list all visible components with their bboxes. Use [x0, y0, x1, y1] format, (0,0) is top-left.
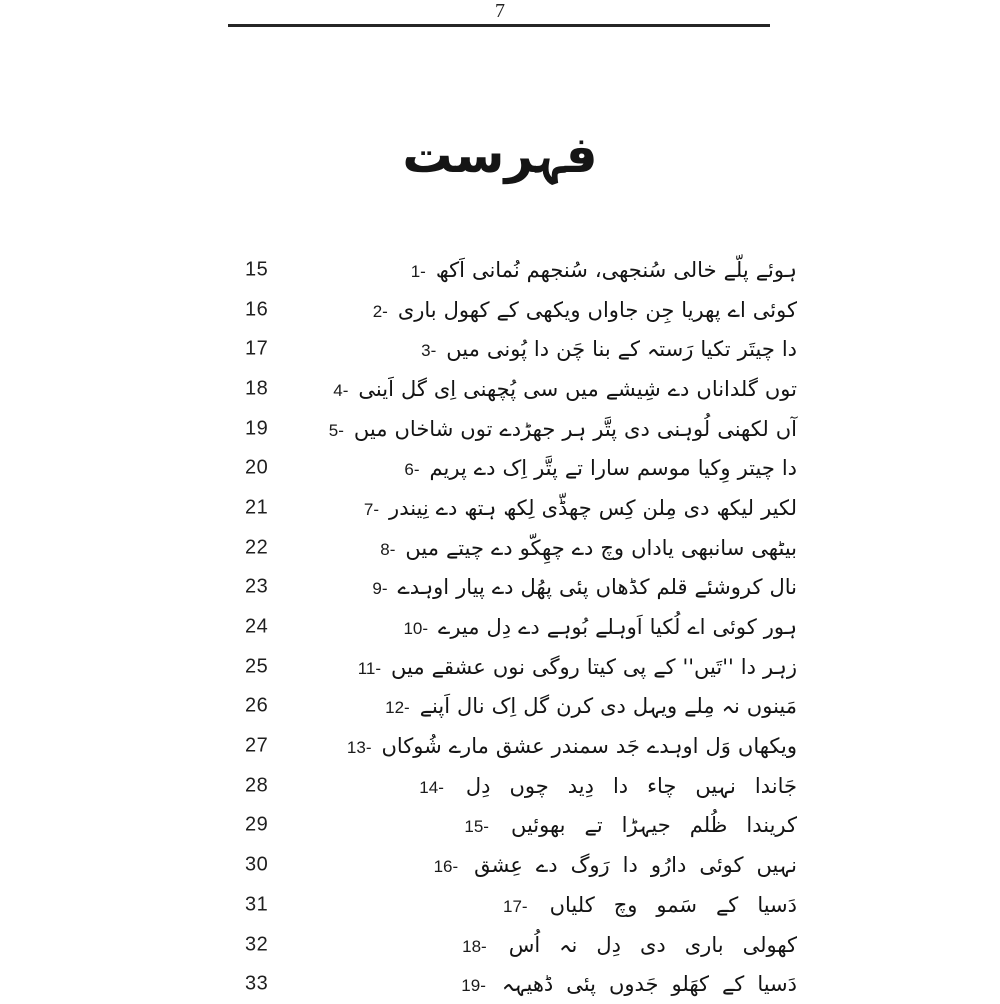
toc-entry-word: جَد: [615, 734, 640, 759]
toc-entry-word: تے: [584, 813, 603, 838]
toc-entry-word: لِکھ: [503, 495, 535, 520]
toc-entry-number: 16-: [433, 857, 459, 877]
toc-page-number: 28: [245, 774, 269, 797]
toc-entry-word: دا: [612, 773, 629, 798]
toc-entry-word: سُنجھم: [526, 257, 588, 282]
toc-entry-word: دے: [571, 535, 594, 560]
toc-entry-word: پتَّر: [534, 456, 558, 481]
toc-entry-word: جیہڑا: [621, 813, 671, 838]
toc-entry-line: [347, 734, 797, 758]
toc-entry-word: جھڑدے: [499, 416, 556, 441]
toc-entry-word: ''تَیں'': [682, 654, 734, 679]
toc-entry-word: باری: [397, 297, 437, 322]
toc-entry-word: اے: [687, 615, 706, 640]
toc-entry-line: [373, 298, 797, 322]
toc-entry-word: دے: [435, 495, 458, 520]
toc-entry-word: گل: [523, 694, 550, 719]
toc-entry-number: 19-: [461, 976, 486, 996]
toc-entry-word: پھریا: [681, 297, 721, 322]
toc-entry-word: سمندر: [551, 734, 609, 759]
toc-entry-line: [461, 972, 797, 996]
toc-row: [0, 806, 1000, 846]
toc-entry-word: اے: [727, 297, 746, 322]
table-of-contents: [0, 250, 1000, 1004]
toc-entry-word: میرے: [438, 615, 480, 640]
toc-entry-line: [329, 417, 797, 441]
toc-entry-word: میں: [565, 376, 599, 401]
toc-entry-word: بُوہے: [546, 615, 589, 640]
toc-row: [0, 845, 1000, 885]
toc-entry-word: دے: [667, 376, 690, 401]
toc-entry-word: رَوگ: [570, 853, 610, 878]
toc-entry-word: اُس: [508, 932, 541, 957]
toc-entry-line: [364, 496, 797, 520]
toc-entry-word: ہوئے: [755, 257, 797, 282]
toc-row: [0, 766, 1000, 806]
toc-entry-word: کے: [617, 337, 640, 362]
toc-entry-word: دے: [491, 575, 514, 600]
toc-entry-word: اوہدے: [646, 734, 699, 759]
toc-row: [0, 329, 1000, 369]
toc-entry-word: دَسیا: [757, 892, 797, 917]
toc-entry-word: دے: [473, 456, 496, 481]
toc-entry-word: اوہدے: [397, 575, 450, 600]
toc-entry-word: نہیں: [756, 853, 797, 878]
toc-entry-word: بھوئیں: [510, 813, 566, 838]
toc-entry-word: پی: [622, 654, 647, 679]
toc-entry-word: دی: [639, 932, 666, 957]
toc-entry-word: دا: [622, 853, 638, 878]
toc-entry-word: جاواں: [587, 297, 639, 322]
toc-entry-word: عشق: [495, 734, 545, 759]
toc-entry-word: چیتے: [445, 535, 484, 560]
toc-entry-word: کے: [722, 972, 745, 997]
toc-entry-word: کرن: [556, 694, 594, 719]
toc-entry-line: [380, 536, 797, 560]
toc-entry-word: کھولی: [742, 932, 797, 957]
toc-entry-word: سی: [523, 376, 559, 401]
toc-entry-number: 18-: [462, 936, 487, 956]
toc-entry-line: [462, 933, 797, 957]
toc-entry-word: عشقے: [431, 654, 486, 679]
toc-entry-number: 9-: [372, 579, 388, 599]
toc-entry-word: نہ: [559, 932, 578, 957]
toc-entry-line: [385, 694, 797, 718]
toc-entry-word: کیتا: [586, 654, 616, 679]
toc-entry-word: موسم: [637, 456, 691, 481]
toc-page-number: 33: [245, 972, 269, 995]
toc-entry-word: دِل: [596, 932, 621, 957]
toc-entry-word: نِیندر: [389, 495, 429, 520]
toc-entry-word: دا: [740, 654, 756, 679]
toc-entry-word: بیٹھی: [751, 535, 797, 560]
toc-entry-word: پلّے: [723, 257, 749, 282]
toc-entry-word: دا: [781, 456, 797, 481]
toc-entry-word: دِید: [567, 773, 594, 798]
toc-entry-word: پئی: [558, 575, 589, 600]
toc-entry-word: کروشئے: [694, 575, 763, 600]
toc-row: [0, 250, 1000, 290]
toc-entry-word: کوئی: [752, 297, 797, 322]
toc-entry-number: 8-: [380, 539, 396, 559]
toc-entry-word: دی: [624, 416, 650, 441]
toc-entry-word: دا: [533, 337, 550, 362]
toc-page-number: 20: [245, 456, 269, 479]
toc-entry-word: کھَلو: [671, 972, 709, 997]
toc-row: [0, 925, 1000, 965]
toc-entry-line: [419, 774, 797, 798]
toc-entry-word: نہ: [721, 694, 740, 719]
toc-entry-word: دارُو: [650, 853, 687, 878]
toc-page-number: 17: [245, 337, 269, 360]
toc-entry-number: 3-: [421, 341, 437, 361]
toc-entry-word: سارا: [590, 456, 631, 481]
toc-entry-word: شاخاں: [394, 416, 454, 441]
toc-entry-word: ویہل: [632, 694, 678, 719]
toc-row: [0, 290, 1000, 330]
toc-entry-number: 10-: [403, 619, 429, 639]
toc-entry-number: 7-: [363, 499, 380, 519]
toc-entry-word: چیتَر: [737, 337, 775, 362]
toc-entry-word: اِی: [433, 376, 457, 401]
toc-entry-word: ظُلم: [689, 813, 728, 838]
toc-entry-word: وِکیا: [697, 456, 731, 481]
toc-entry-word: پھُل: [520, 575, 552, 600]
toc-entry-word: لکیر: [761, 495, 797, 520]
toc-entry-word: قلم: [656, 575, 688, 600]
toc-entry-word: اَینی: [358, 376, 394, 401]
toc-entry-word: وَل: [705, 734, 731, 759]
toc-entry-word: پُونی: [486, 337, 527, 362]
toc-entry-word: وچ: [613, 892, 638, 917]
toc-entry-word: اِک: [502, 456, 528, 481]
toc-entry-number: 11-: [357, 658, 382, 678]
toc-entry-word: کِس: [598, 495, 636, 520]
toc-entry-word: مارے: [448, 734, 489, 759]
toc-entry-word: پئی: [566, 972, 596, 997]
toc-entry-word: دی: [683, 495, 710, 520]
toc-entry-number: 1-: [410, 261, 426, 281]
toc-entry-word: خالی: [673, 257, 717, 282]
toc-entry-line: [358, 655, 797, 679]
toc-entry-word: پُچھنی: [463, 376, 517, 401]
toc-entry-word: چھِکّو: [519, 535, 565, 560]
toc-entry-word: کے: [496, 297, 519, 322]
toc-entry-word: ڈھیہہ: [501, 972, 554, 997]
toc-entry-word: دے: [535, 853, 558, 878]
toc-entry-word: لُوہنی: [656, 416, 711, 441]
toc-entry-word: تے: [564, 456, 584, 481]
toc-page-number: 32: [245, 933, 269, 956]
toc-page-number: 30: [245, 853, 269, 876]
toc-entry-word: توں: [460, 416, 493, 441]
toc-entry-number: 4-: [333, 380, 349, 400]
toc-entry-word: ویکھاں: [737, 734, 797, 759]
toc-entry-word: نہیں: [695, 773, 736, 798]
toc-entry-word: اِک: [491, 694, 517, 719]
toc-entry-word: میں: [446, 337, 480, 362]
toc-page-number: 15: [245, 258, 269, 281]
toc-entry-word: ہر: [562, 416, 587, 441]
toc-entry-word: کھول: [443, 297, 490, 322]
toc-entry-word: بنا: [592, 337, 611, 362]
toc-page-number: 29: [245, 813, 269, 836]
toc-row: [0, 885, 1000, 925]
toc-entry-word: یاداں: [631, 535, 674, 560]
toc-entry-word: نال: [457, 694, 485, 719]
toc-page-number: 18: [245, 377, 269, 400]
header-rule: [228, 24, 770, 27]
toc-entry-word: نُمانی: [471, 257, 520, 282]
toc-entry-word: سَمو: [656, 892, 697, 917]
toc-row: [0, 726, 1000, 766]
toc-entry-word: کوئی: [699, 853, 744, 878]
toc-entry-line: [434, 853, 797, 877]
toc-row: [0, 369, 1000, 409]
toc-entry-word: وچ: [600, 535, 625, 560]
toc-page-number: 31: [245, 893, 269, 916]
toc-entry-word: اَپنے: [419, 694, 451, 719]
toc-page-number: 27: [245, 734, 269, 757]
toc-entry-word: دا: [781, 337, 797, 362]
toc-entry-word: کلیاں: [549, 892, 595, 917]
toc-entry-word: میں: [391, 654, 425, 679]
toc-entry-word: چوں: [509, 773, 549, 798]
toc-entry-word: جِن: [645, 297, 675, 322]
toc-entry-word: تکیا: [700, 337, 731, 362]
toc-entry-word: نوں: [492, 654, 525, 679]
toc-entry-word: کوئی: [712, 615, 757, 640]
toc-entry-line: [404, 456, 797, 480]
toc-entry-line: [333, 377, 797, 401]
toc-entry-number: 14-: [419, 777, 444, 797]
toc-page-number: 16: [245, 298, 269, 321]
toc-page-number: 25: [245, 655, 269, 678]
toc-entry-word: سُنجھی،: [594, 257, 667, 282]
toc-entry-word: پریم: [429, 456, 467, 481]
toc-entry-number: 13-: [346, 738, 372, 758]
toc-entry-number: 5-: [328, 420, 344, 440]
toc-entry-word: کے: [716, 892, 739, 917]
toc-entry-word: شِیشے: [605, 376, 661, 401]
toc-entry-word: زہر: [762, 654, 797, 679]
toc-entry-line: [464, 813, 797, 837]
toc-row: [0, 687, 1000, 727]
toc-entry-word: گلداناں: [696, 376, 758, 401]
toc-entry-word: کے: [653, 654, 676, 679]
toc-row: [0, 568, 1000, 608]
toc-entry-word: رَستہ: [646, 337, 694, 362]
toc-entry-word: دَسیا: [757, 972, 797, 997]
toc-entry-word: میں: [405, 535, 439, 560]
toc-entry-word: اَکھ: [435, 257, 465, 282]
toc-entry-word: جَدوں: [608, 972, 659, 997]
toc-page-number: 22: [245, 536, 269, 559]
toc-entry-number: 17-: [503, 896, 528, 916]
toc-entry-word: دِل: [486, 615, 512, 640]
toc-row: [0, 964, 1000, 1004]
toc-entry-line: [411, 258, 797, 282]
toc-entry-word: ہتھ: [464, 495, 497, 520]
toc-entry-line: [503, 893, 797, 917]
toc-entry-word: دی: [600, 694, 626, 719]
toc-entry-word: دے: [490, 535, 513, 560]
toc-entry-word: شُوکاں: [381, 734, 442, 759]
toc-page-number: 21: [245, 496, 269, 519]
toc-row: [0, 448, 1000, 488]
toc-entry-word: دِل: [465, 773, 491, 798]
toc-entry-line: [421, 337, 797, 361]
toc-entry-word: چَن: [556, 337, 586, 362]
toc-entry-word: کریندا: [746, 813, 797, 838]
toc-entry-word: پیار: [456, 575, 485, 600]
toc-row: [0, 607, 1000, 647]
toc-page-number: 24: [245, 615, 269, 638]
toc-entry-word: مِلن: [642, 495, 677, 520]
toc-entry-number: 12-: [385, 698, 410, 718]
toc-entry-word: جَاندا: [754, 773, 797, 798]
toc-entry-word: عِشق: [474, 853, 523, 878]
toc-entry-word: ہور: [763, 615, 797, 640]
toc-entry-word: مِلے: [684, 694, 715, 719]
toc-row: [0, 488, 1000, 528]
toc-entry-word: آں: [775, 416, 797, 441]
toc-entry-word: ویکھی: [525, 297, 581, 322]
toc-entry-word: پتَّر: [593, 416, 618, 441]
contents-title: فہرست: [402, 126, 598, 184]
toc-entry-number: 6-: [404, 460, 420, 480]
toc-entry-word: روگی: [531, 654, 580, 679]
page-number: 7: [495, 0, 505, 22]
toc-page-number: 26: [245, 694, 269, 717]
toc-entry-word: میں: [353, 416, 388, 441]
toc-entry-word: سانبھی: [680, 535, 745, 560]
toc-entry-word: چھڈّی: [541, 495, 592, 520]
toc-entry-word: گل: [400, 376, 427, 401]
toc-entry-number: 15-: [464, 817, 489, 837]
toc-entry-word: لُکیا: [649, 615, 681, 640]
toc-entry-line: [403, 615, 797, 639]
toc-row: [0, 528, 1000, 568]
toc-row: [0, 647, 1000, 687]
toc-entry-word: لکھنی: [717, 416, 769, 441]
toc-row: [0, 409, 1000, 449]
toc-entry-word: مَینوں: [746, 694, 797, 719]
toc-entry-word: اَوہلے: [595, 615, 643, 640]
toc-entry-word: چیتر: [737, 456, 775, 481]
toc-entry-word: توں: [764, 376, 797, 401]
toc-entry-word: لیکھ: [716, 495, 755, 520]
toc-entry-number: 2-: [372, 301, 388, 321]
toc-entry-word: باری: [684, 932, 724, 957]
toc-page-number: 19: [245, 417, 269, 440]
toc-entry-word: کڈھاں: [595, 575, 650, 600]
toc-entry-word: چاء: [647, 773, 677, 798]
toc-entry-word: دے: [518, 615, 540, 640]
toc-entry-word: نال: [769, 575, 797, 600]
toc-page-number: 23: [245, 575, 269, 598]
toc-entry-line: [372, 575, 797, 599]
